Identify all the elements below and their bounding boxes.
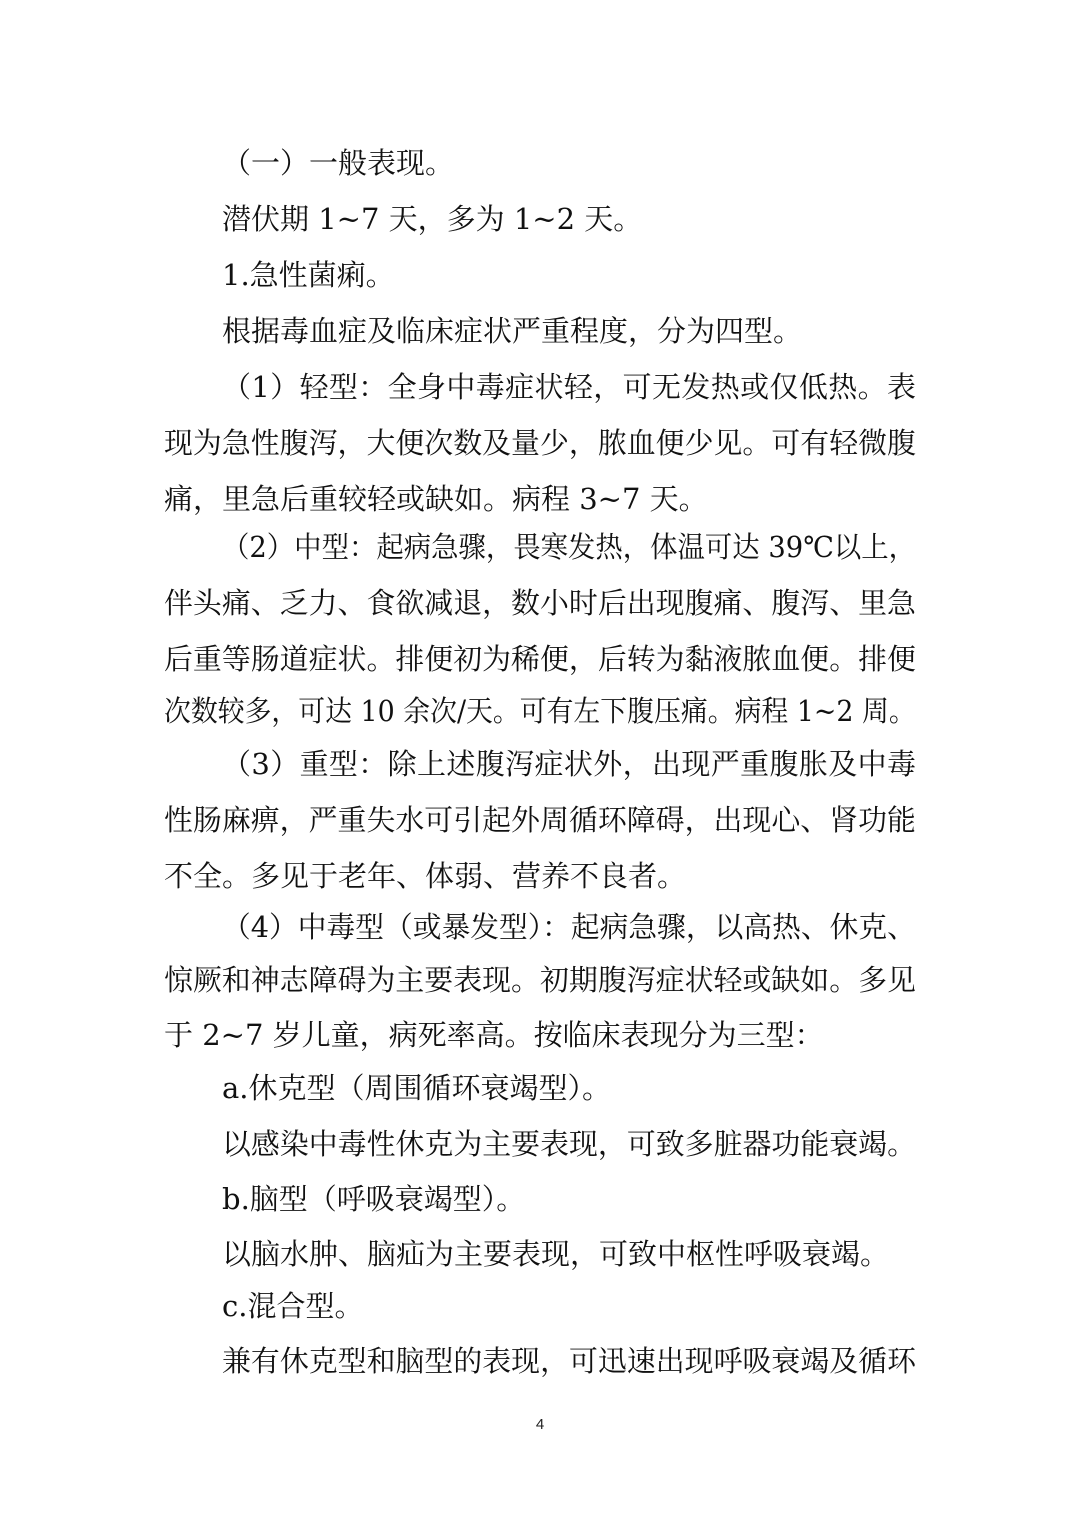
list-item-heading: b.脑型（呼吸衰竭型）。 [222, 1182, 526, 1216]
paragraph-line: 惊厥和神志障碍为主要表现。初期腹泻症状轻或缺如。多见 [164, 963, 916, 997]
paragraph-line: 潜伏期 1~7 天，多为 1~2 天。 [222, 202, 643, 236]
paragraph-line: （1）轻型：全身中毒症状轻，可无发热或仅低热。表 [222, 370, 916, 404]
paragraph-line: 以脑水肿、脑疝为主要表现，可致中枢性呼吸衰竭。 [222, 1237, 890, 1271]
paragraph-line: 不全。多见于老年、体弱、营养不良者。 [164, 859, 687, 893]
paragraph-line: 兼有休克型和脑型的表现，可迅速出现呼吸衰竭及循环 [222, 1344, 916, 1378]
section-heading: （一）一般表现。 [222, 146, 455, 180]
paragraph-line: 痛，里急后重较轻或缺如。病程 3~7 天。 [164, 482, 708, 516]
list-item-heading: c.混合型。 [222, 1289, 364, 1323]
subsection-heading: 1.急性菌痢。 [222, 258, 395, 292]
paragraph-line: （4）中毒型（或暴发型）：起病急骤，以高热、休克、 [222, 910, 916, 944]
paragraph-line: 于 2~7 岁儿童，病死率高。按临床表现分为三型： [164, 1018, 824, 1052]
paragraph-line: （3）重型：除上述腹泻症状外，出现严重腹胀及中毒 [222, 747, 916, 781]
paragraph-line: 现为急性腹泻，大便次数及量少，脓血便少见。可有轻微腹 [164, 426, 916, 460]
paragraph-line: （2）中型：起病急骤，畏寒发热，体温可达 39℃以上， [222, 530, 917, 564]
paragraph-line: 以感染中毒性休克为主要表现，可致多脏器功能衰竭。 [222, 1127, 916, 1161]
paragraph-line: 根据毒血症及临床症状严重程度，分为四型。 [222, 314, 803, 348]
list-item-heading: a.休克型（周围循环衰竭型）。 [222, 1071, 612, 1105]
paragraph-line: 次数较多，可达 10 余次/天。可有左下腹压痛。病程 1~2 周。 [164, 694, 916, 728]
paragraph-line: 后重等肠道症状。排便初为稀便，后转为黏液脓血便。排便 [164, 642, 916, 676]
page-number: 4 [535, 1416, 545, 1433]
paragraph-line: 伴头痛、乏力、食欲减退，数小时后出现腹痛、腹泻、里急 [164, 586, 916, 620]
paragraph-line: 性肠麻痹，严重失水可引起外周循环障碍，出现心、肾功能 [164, 803, 916, 837]
